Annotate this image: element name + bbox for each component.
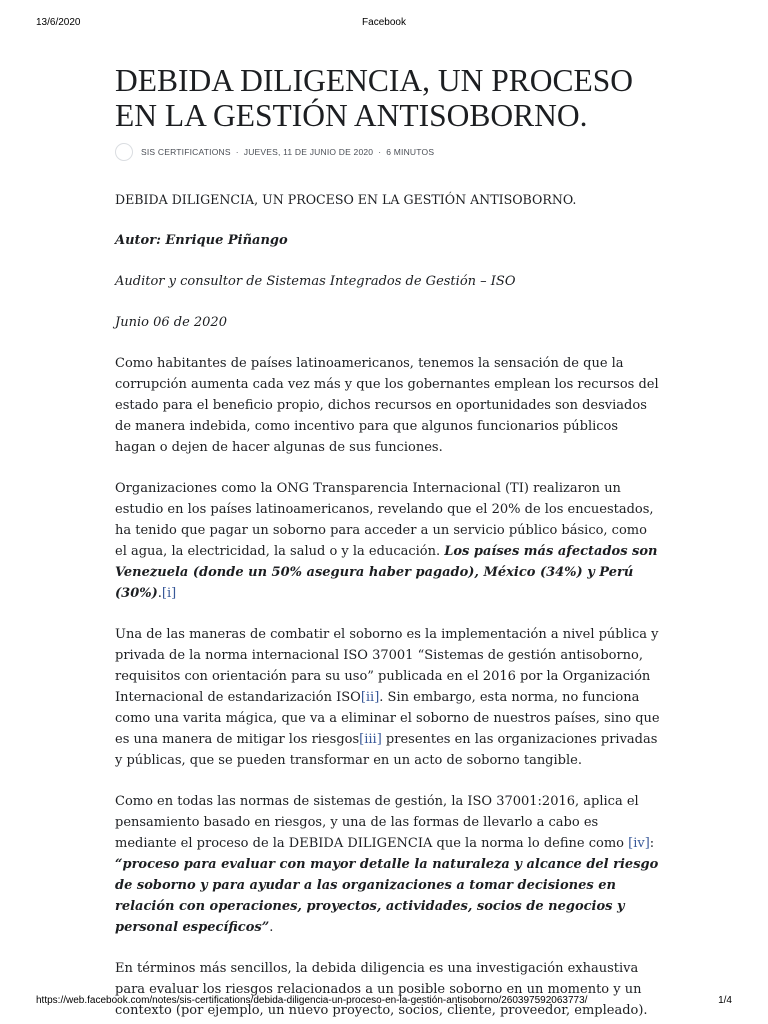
paragraph-2-end: .	[157, 586, 162, 601]
paragraph-3	[115, 624, 660, 771]
paragraph-1: Como habitantes de países latinoamericanos, tenemos la sensación de que la corrupción aumenta cada vez más y que los gobernantes emplean los recursos del estado para el beneficio propio, dichos recursos en oportunidades son desviados de manera indebida, como incentivo para que algunos funcionarios públicos hagan o dejen de hacer algunas de sus funciones.	[115, 356, 659, 455]
paragraph-2	[115, 478, 660, 604]
paragraph-4-b: :	[649, 836, 655, 851]
author-line: Autor: Enrique Piñango	[115, 233, 288, 248]
print-footer	[0, 995, 768, 1009]
print-date: 13/6/2020	[36, 17, 81, 28]
note-header	[115, 63, 655, 162]
footnote-link-i[interactable]: [i]	[161, 586, 177, 601]
read-time: 6 MINUTOS	[386, 147, 435, 157]
paragraph-4-a: Como en todas las normas de sistemas de gestión, la ISO 37001:2016, aplica el pensamiento basado en riesgos, y una de las formas de llevarlo a cabo es mediante el proceso de la DEBIDA DILIGENCIA que la norma lo define como	[115, 794, 639, 851]
footnote-link-iv[interactable]: [iv]	[628, 836, 650, 851]
paragraph-2-text: Organizaciones como la ONG Transparencia Internacional (TI) realizaron un estudio en los países latinoamericanos, revelando que el 20% de los encuestados, ha tenido que pagar un soborno para acceder a un servicio público básico, como el agua, la electricidad, la salud o y la educación.	[115, 481, 654, 559]
author-role: Auditor y consultor de Sistemas Integrados de Gestión – ISO	[115, 274, 516, 289]
print-url: https://web.facebook.com/notes/sis-certifications/debida-diligencia-un-proceso-en-la-gestión-antisoborno/260397592063773/	[36, 995, 588, 1006]
publish-date[interactable]: JUEVES, 11 DE JUNIO DE 2020	[243, 147, 374, 157]
note-meta	[115, 142, 655, 162]
note-body	[115, 189, 660, 1021]
paragraph-3-a: Una de las maneras de combatir el soborno es la implementación a nivel pública y privada de la norma internacional ISO 37001 “Sistemas de gestión antisoborno, requisitos con orientación para su uso” publicada en el 2016 por la Organización Internacional de estandarización ISO	[115, 627, 659, 705]
paragraph-4-end: .	[269, 920, 274, 935]
print-page-number: 1/4	[718, 995, 732, 1006]
paragraph-3-c: presentes en las organizaciones privadas y públicas, que se pueden transformar en un acto de soborno tangible.	[115, 732, 658, 768]
paragraph-3-b: . Sin embargo, esta norma, no funciona como una varita mágica, que va a eliminar el soborno de nuestros países, sino que es una manera de mitigar los riesgos	[115, 690, 660, 747]
footnote-link-ii[interactable]: [ii]	[360, 690, 380, 705]
avatar[interactable]	[115, 143, 133, 161]
meta-separator: ·	[235, 147, 239, 157]
date-line: Junio 06 de 2020	[115, 315, 227, 330]
meta-separator: ·	[378, 147, 382, 157]
print-site-title: Facebook	[362, 17, 406, 28]
footnote-link-iii[interactable]: [iii]	[359, 732, 382, 747]
author-link[interactable]: SIS CERTIFICATIONS	[141, 147, 231, 157]
paragraph-4	[115, 791, 660, 938]
body-heading: DEBIDA DILIGENCIA, UN PROCESO EN LA GESTIÓN ANTISOBORNO.	[115, 192, 577, 207]
print-header	[0, 17, 768, 31]
paragraph-5: En términos más sencillos, la debida diligencia es una investigación exhaustiva para evaluar los riesgos relacionados a un posible soborno en un momento y un contexto (por ejemplo, un nuevo proyecto, socios, cliente, proveedor, empleado).	[115, 961, 648, 1018]
paragraph-2-emphasis: Los países más afectados son Venezuela (donde un 50% asegura haber pagado), México (34%) y Perú (30%)	[115, 544, 658, 601]
note-title: DEBIDA DILIGENCIA, UN PROCESO EN LA GESTIÓN ANTISOBORNO.	[115, 63, 633, 133]
paragraph-4-emphasis: “proceso para evaluar con mayor detalle la naturaleza y alcance del riesgo de soborno y para ayudar a las organizaciones a tomar decisiones en relación con operaciones, proyectos, actividades, socios de negocios y personal específicos”	[115, 857, 659, 935]
